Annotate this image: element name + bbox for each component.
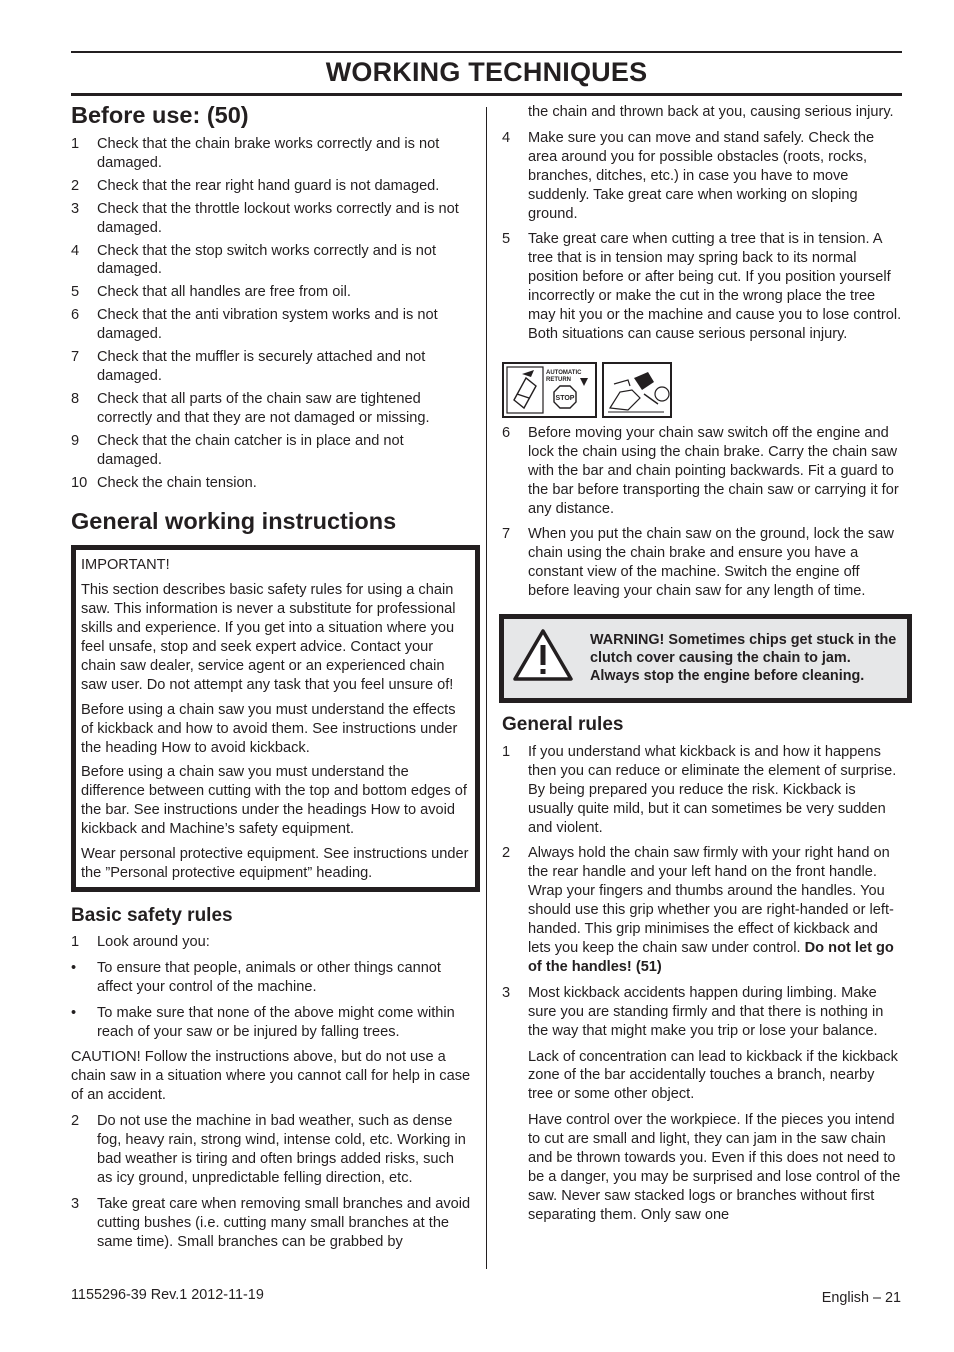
stop-label: STOP	[555, 394, 575, 402]
list-item: 1 Check that the chain brake works correctly and is not damaged.	[71, 136, 440, 171]
warning-triangle-icon	[512, 628, 574, 688]
top-rule	[71, 51, 902, 53]
return-label: RETURN	[546, 376, 571, 383]
page-number: English – 21	[821, 1290, 901, 1306]
list-item: 2 Check that the rear right hand guard is not damaged.	[71, 177, 440, 194]
list-item: 4 Make sure you can move and stand safely. Check the area around you for possible obstacles (roots, rocks, branches, ditches, etc.) in case you have to move suddenly. Take great care when working on sloping ground.	[502, 129, 875, 222]
important-paragraph: This section describes basic safety rules for using a chain saw. This information is never a substitute for professional skills and experience. If you get into a situation where you feel unsafe, stop and seek expert advice. Contact your chain saw dealer, service agent or an experienced chain saw user. Do not attempt any task that you feel unsure of!	[81, 582, 456, 693]
list-item: 6 Before moving your chain saw switch off the engine and lock the chain using the chain brake. Carry the chain saw with the bar and chain pointing backwards. Fit a guard to the bar before transporting the chain saw or carrying it for any distance.	[502, 424, 899, 517]
continuation-text: the chain and thrown back at you, causing serious injury.	[528, 104, 894, 120]
handles-emphasis: Do not let go of the handles! (51)	[528, 940, 894, 975]
important-paragraph: Wear personal protective equipment. See instructions under the ”Personal protective equipment” heading.	[81, 846, 469, 881]
important-box	[71, 545, 480, 892]
left-column	[71, 100, 471, 1252]
column-divider	[486, 107, 487, 1269]
general-working-heading: General working instructions	[71, 508, 397, 535]
list-item: 1 If you understand what kickback is and how it happens then you can reduce or eliminate the element of surprise. By being prepared you reduce the risk. Kickback is usually quite mild, but it can sometimes be very sudden and violent.	[502, 743, 897, 836]
doc-id: 1155296-39 Rev.1 2012-11-19	[71, 1287, 264, 1303]
list-item: 7 When you put the chain saw on the ground, lock the saw chain using the chain brake and ensure you have a constant view of the machine. Switch the engine off before leaving your chain saw for any length of time.	[502, 526, 894, 600]
list-item: 9 Check that the chain catcher is in place and not damaged.	[71, 432, 404, 468]
bullet-item: • To ensure that people, animals or other things cannot affect your control of the machine.	[71, 959, 441, 995]
chain-brake-stop-pictogram	[502, 362, 597, 418]
important-paragraph: Before using a chain saw you must understand the effects of kickback and how to avoid them. See instructions under the heading How to avoid kickback.	[81, 701, 458, 756]
list-item: 6 Check that the anti vibration system works and is not damaged.	[71, 307, 438, 343]
list-item: 8 Check that all parts of the chain saw are tightened correctly and that they are not damaged or missing.	[71, 390, 430, 426]
list-item: 5 Take great care when cutting a tree that is in tension. A tree that is in tension may spring back to its normal position before or after being cut. If you position yourself incorrectly or make the cut in the wrong place the tree may hit you or the machine and cause you to lose control. Both situations can cause serious personal injury.	[502, 231, 902, 342]
caution-text: CAUTION! Follow the instructions above, but do not use a chain saw in a situation where you cannot call for help in case of an accident.	[71, 1049, 471, 1104]
list-item: 5 Check that all handles are free from oil.	[71, 284, 351, 301]
list-item: 1 Look around you:	[71, 933, 210, 950]
general-rules-heading: General rules	[502, 713, 624, 735]
basic-safety-heading: Basic safety rules	[71, 904, 233, 926]
title-underline	[71, 93, 902, 96]
right-column	[502, 103, 902, 1225]
before-use-list	[71, 135, 471, 492]
list-item: 7 Check that the muffler is securely attached and not damaged.	[71, 349, 426, 384]
automatic-label: AUTOMATIC	[546, 369, 582, 376]
list-item: 3 Check that the throttle lockout works correctly and is not damaged.	[71, 200, 459, 236]
list-item: 2 Always hold the chain saw firmly with your right hand on the rear handle and your left hand on the front handle. Wrap your fingers and thumbs around the handles. You should use this grip whether you are right-handed or left-handed. This grip minimises the effect of kickback and lets you keep the chain saw under control. Do not let go of the handles! (51)	[502, 845, 894, 975]
list-item: 4 Check that the stop switch works correctly and is not damaged.	[71, 242, 437, 278]
body-paragraph: Have control over the workpiece. If the pieces you intend to cut are small and light, they can jam in the saw chain and be thrown towards you. Even if this does not need to be a danger, you may be surprised and lose control of the saw. Never saw stacked logs or branches without first separating them. Only saw one	[528, 1112, 901, 1223]
important-label: IMPORTANT!	[81, 557, 170, 574]
important-paragraph: Before using a chain saw you must understand the difference between cutting with the top and bottom edges of the bar. See instructions under the headings How to avoid kickback and Machine’s safety equipment.	[81, 764, 467, 838]
pictogram-row	[502, 362, 902, 418]
list-item: 3 Most kickback accidents happen during limbing. Make sure you are standing firmly and that there is nothing in the way that might make you trip or lose your balance.	[502, 984, 884, 1039]
warning-box	[499, 614, 912, 703]
list-item: 3 Take great care when removing small branches and avoid cutting bushes (i.e. cutting many small branches at the same time). Small branches can be grabbed by	[71, 1195, 471, 1250]
page-title: WORKING TECHNIQUES	[325, 57, 648, 87]
warning-text: WARNING! Sometimes chips get stuck in the clutch cover causing the chain to jam. Always stop the engine before cleaning.	[590, 631, 897, 684]
body-paragraph: Lack of concentration can lead to kickback if the kickback zone of the bar accidentally touches a branch, nearby tree or some other object.	[528, 1048, 898, 1103]
before-use-heading: Before use: (50)	[71, 102, 249, 128]
chain-saw-carry-pictogram	[602, 362, 672, 418]
bullet-item: • To make sure that none of the above might come within reach of your saw or be injured by falling trees.	[71, 1004, 455, 1040]
list-item: 2 Do not use the machine in bad weather, such as dense fog, heavy rain, strong wind, intense cold, etc. Working in bad weather is tiring and often brings added risks, such as icy ground, unpredictable felling direction, etc.	[71, 1113, 466, 1186]
list-item: 10 Check the chain tension.	[71, 474, 257, 491]
